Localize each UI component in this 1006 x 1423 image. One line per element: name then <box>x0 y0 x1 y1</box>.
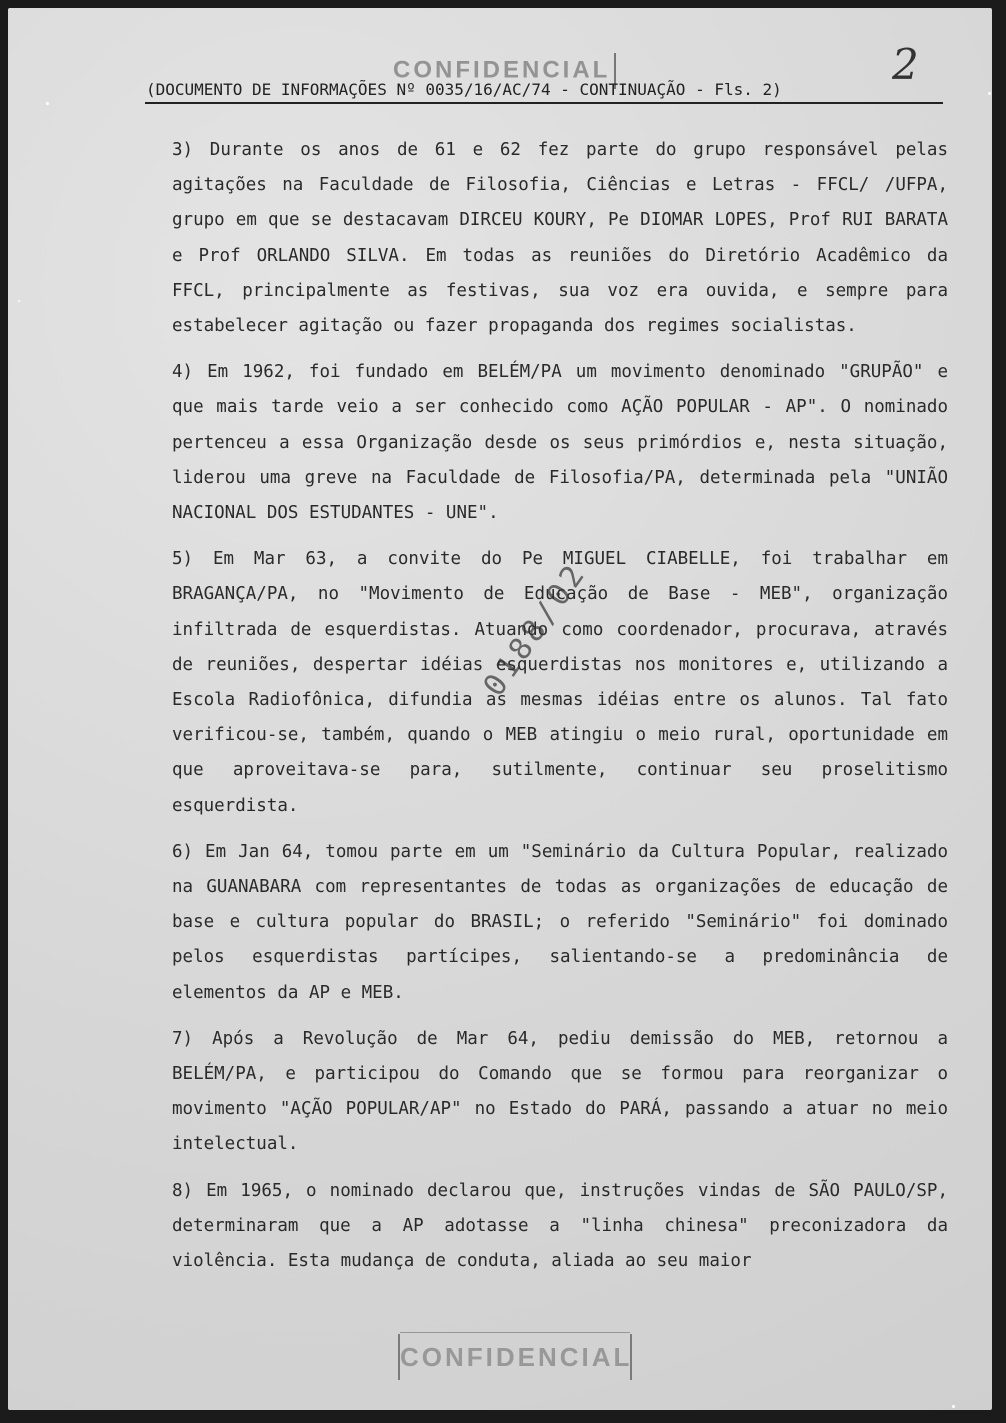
paragraph-3: 3) Durante os anos de 61 e 62 fez parte do grupo responsável pelas agitações na Faculdade de Filosofia, Ciências e Letras - FFCL/ /UFPA, grupo em que se destacavam DIRCEU KOURY, Pe DIOMAR LOPES, Prof RUI BARATA e Prof ORLANDO SILVA. Em todas as reuniões do Diretório Acadêmico da FFCL, principalmente as festivas, sua voz era ouvida, e sempre para estabelecer agitação ou fazer propaganda dos regimes socialistas. <box>172 140 948 337</box>
document-body <box>172 133 948 1279</box>
scan-speck <box>18 300 20 302</box>
paragraph-8: 8) Em 1965, o nominado declarou que, instruções vindas de SÃO PAULO/SP, determinaram que a AP adotasse a "linha chinesa" preconizadora da violência. Esta mudança de conduta, aliada ao seu maior <box>172 1180 948 1272</box>
paragraph-4: 4) Em 1962, foi fundado em BELÉM/PA um movimento denominado "GRUPÃO" e que mais tarde veio a ser conhecido como AÇÃO POPULAR - AP". O nominado pertenceu a essa Organização desde os seus primórdios e, nesta situação, liderou uma greve na Faculdade de Filosofia/PA, determinada pela "UNIÃO NACIONAL DOS ESTUDANTES - UNE". <box>172 362 948 524</box>
header-underline <box>145 102 943 104</box>
scan-speck <box>988 92 991 95</box>
confidential-stamp-top-text: CONFIDENCIAL <box>393 56 611 84</box>
confidential-stamp-bottom <box>398 1334 632 1380</box>
confidential-stamp-bottom-text: CONFIDENCIAL <box>400 1342 633 1372</box>
diagonal-archive-stamp: 0188/02 <box>476 556 594 703</box>
paragraph-6: 6) Em Jan 64, tomou parte em um "Seminário da Cultura Popular, realizado na GUANABARA com representantes de todas as organizações de educação de base e cultura popular do BRASIL; o referido "Seminário" foi dominado pelos esquerdistas partícipes, salientando-se a predominância de elementos da AP e MEB. <box>172 841 948 1003</box>
paragraph-5: 5) Em Mar 63, a convite do Pe MIGUEL CIABELLE, foi trabalhar em BRAGANÇA/PA, no "Movimento de Educação de Base - MEB", organização infiltrada de esquerdistas. Atuando como coordenador, procurava, através de reuniões, despertar idéias esquerdistas nos monitores e, utilizando a Escola Radiofônica, difundia as mesmas idéias entre os alunos. Tal fato verificou-se, também, quando o MEB atingiu o meio rural, oportunidade em que aproveitava-se para, sutilmente, continuar seu proselitismo esquerdista. <box>172 549 948 816</box>
scan-speck <box>46 102 49 105</box>
stamp-rule <box>400 1332 630 1333</box>
document-header: (DOCUMENTO DE INFORMAÇÕES Nº 0035/16/AC/74 - CONTINUAÇÃO - Fls. 2) <box>146 80 782 99</box>
paragraph-7: 7) Após a Revolução de Mar 64, pediu demissão do MEB, retornou a BELÉM/PA, e participou do Comando que se formou para reorganizar o movimento "AÇÃO POPULAR/AP" no Estado do PARÁ, passando a atuar no meio intelectual. <box>172 1028 948 1155</box>
scan-speck <box>952 1405 955 1408</box>
handwritten-page-number: 2 <box>892 40 919 89</box>
